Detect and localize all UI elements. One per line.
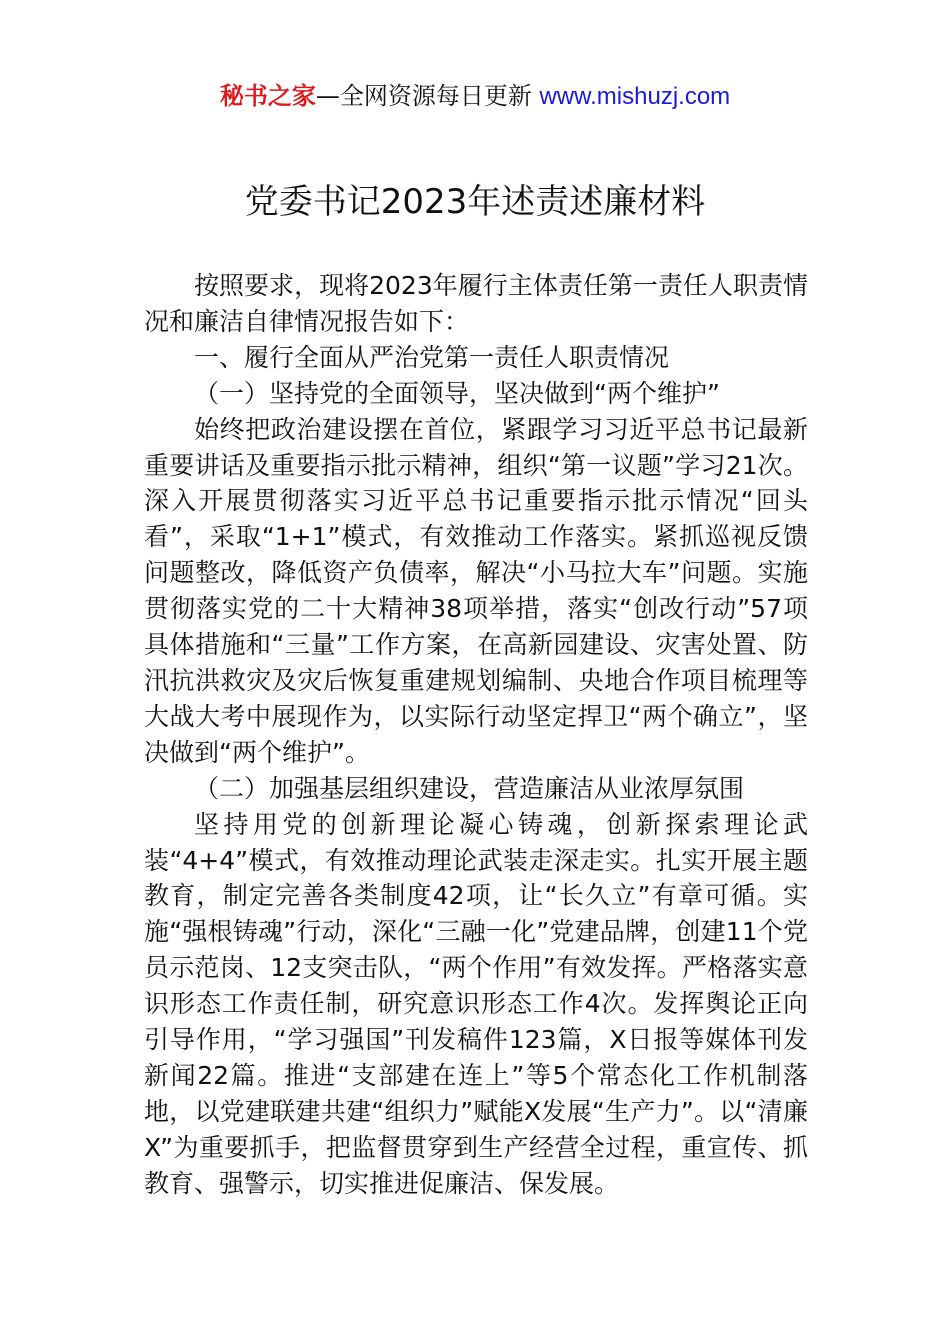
subsection-heading-1: （一）坚持党的全面领导，坚决做到“两个维护” [194, 378, 720, 408]
site-url-link[interactable]: www.mishuzj.com [539, 83, 731, 110]
brand-name: 秘书之家 [219, 82, 316, 110]
subsection-heading-2: （二）加强基层组织建设，营造廉洁从业浓厚氛围 [194, 773, 745, 803]
document-title: 党委书记2023年述责述廉材料 [244, 182, 706, 222]
header-tagline: —全网资源每日更新 [315, 82, 540, 110]
section-heading-1: 一、履行全面从严治党第一责任人职责情况 [194, 342, 670, 372]
intro-paragraph: 按照要求，现将2023年履行主体责任第一责任人职责情况和廉洁自律情况报告如下： [144, 271, 808, 336]
subsection-body-1: 始终把政治建设摆在首位，紧跟学习习近平总书记最新重要讲话及重要指示批示精神，组织“第一议题”学习21次。深入开展贯彻落实习近平总书记重要指示批示情况“回头看”，采取“1+1”模式，有效推动工作落实。紧抓巡视反馈问题整改，降低资产负债率，解决“小马拉大车”问题。实施贯彻落实党的二十大精神38项举措，落实“创改行动”57项具体措施和“三量”工作方案，在高新园建设、灾害处置、防汛抗洪救灾及灾后恢复重建规划编制、央地合作项目梳理等大战大考中展现作为，以实际行动坚定捍卫“两个确立”，坚决做到“两个维护”。 [144, 414, 808, 767]
site-header [0, 80, 950, 113]
document-body [144, 268, 808, 1202]
subsection-body-2: 坚持用党的创新理论凝心铸魂，创新探索理论武装“4+4”模式，有效推动理论武装走深走实。扎实开展主题教育，制定完善各类制度42项，让“长久立”有章可循。实施“强根铸魂”行动，深化“三融一化”党建品牌，创建11个党员示范岗、12支突击队，“两个作用”有效发挥。严格落实意识形态工作责任制，研究意识形态工作4次。发挥舆论正向引导作用，“学习强国”刊发稿件123篇，X日报等媒体刊发新闻22篇。推进“支部建在连上”等5个常态化工作机制落地，以党建联建共建“组织力”赋能X发展“生产力”。以“清廉X”为重要抓手，把监督贯穿到生产经营全过程，重宣传、抓教育、强警示，切实推进促廉洁、保发展。 [144, 809, 808, 1198]
